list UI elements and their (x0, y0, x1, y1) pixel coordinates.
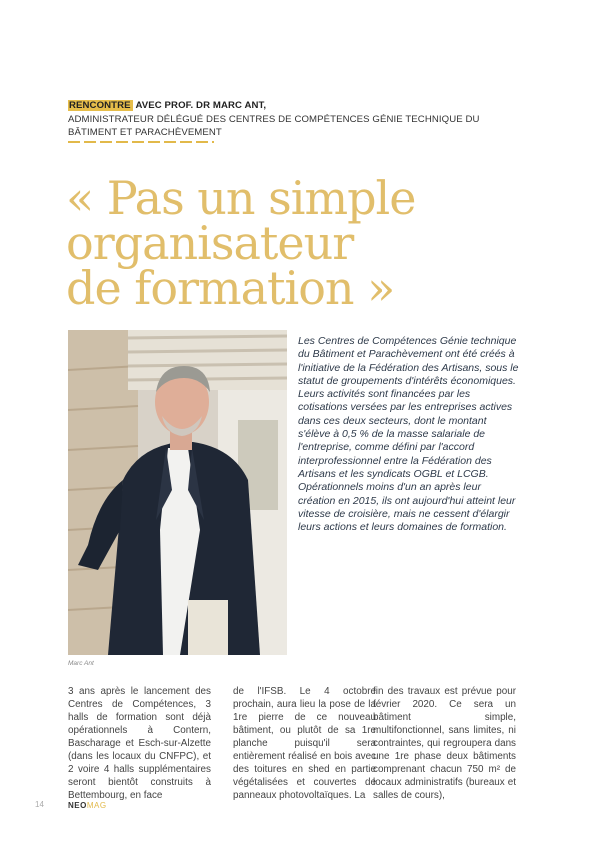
page-number: 14 (35, 800, 44, 809)
interviewee-name: AVEC PROF. DR MARC ANT, (135, 100, 267, 111)
intro-paragraph: Les Centres de Compétences Génie technique du Bâtiment et Parachèvement ont été créés à l'initiative de la Fédération des Artisans, sous le statut de groupements d'intérêts économiques. Leurs activités sont financées par les cotisations versées par les entreprises actives dans ces deux secteurs, dont le montant s'élève à 0,5 % de la masse salariale de l'entreprise, comme défini par l'accord interprofessionnel entre la Fédération des Artisans et les syndicats OGBL et LCGB. Opérationnels moins d'un an après leur création en 2015, ils ont aujourd'hui atteint leur vitesse de croisière, mais ne cessent d'élargir leurs actions et leurs domaines de formation. (298, 335, 519, 534)
article-kicker (68, 99, 488, 140)
magazine-brand (68, 801, 107, 810)
kicker-divider (68, 141, 214, 143)
article-title (66, 171, 546, 315)
brand-mag: MAG (86, 801, 107, 810)
interviewee-role: ADMINISTRATEUR DÉLÉGUÉ DES CENTRES DE COMPÉTENCES GÉNIE TECHNIQUE DU BÂTIMENT ET PARACHÈVEMENT (68, 113, 480, 138)
title-line-3: de formation » (66, 261, 395, 315)
title-line-1: « Pas un simple (66, 171, 416, 225)
body-column-3: fin des travaux est prévue pour février 2020. Ce sera un bâtiment simple, multifonctionnel, sans limites, ni contraintes, qui regroupera dans une 1re phase deux bâtiments comprenant chacun 750 m² de locaux administratifs (bureaux et salles de cours), (373, 686, 516, 801)
body-column-2: de l'IFSB. Le 4 octobre prochain, aura lieu la pose de la 1re pierre de ce nouveau bâtiment, ou plutôt de sa 1re planche puisqu'il sera entièrement réalisé en bois avec des toitures en shed en partie végétalisées et couvertes de panneaux photovoltaïques. La (233, 686, 376, 801)
title-line-2: organisateur (66, 216, 354, 270)
body-column-1: 3 ans après le lancement des Centres de Compétences, 3 halls de formation sont déjà opérationnels à Contern, Bascharage et Esch-sur-Alzette (dans les locaux du CNFPC), et 2 voire 4 halls supplémentaires seront bientôt construits à Bettembourg, en face (68, 686, 211, 801)
brand-neo: NEO (68, 801, 87, 810)
section-tag: RENCONTRE (69, 100, 131, 111)
photo-caption: Marc Ant (68, 660, 94, 667)
portrait-photo (68, 330, 287, 655)
